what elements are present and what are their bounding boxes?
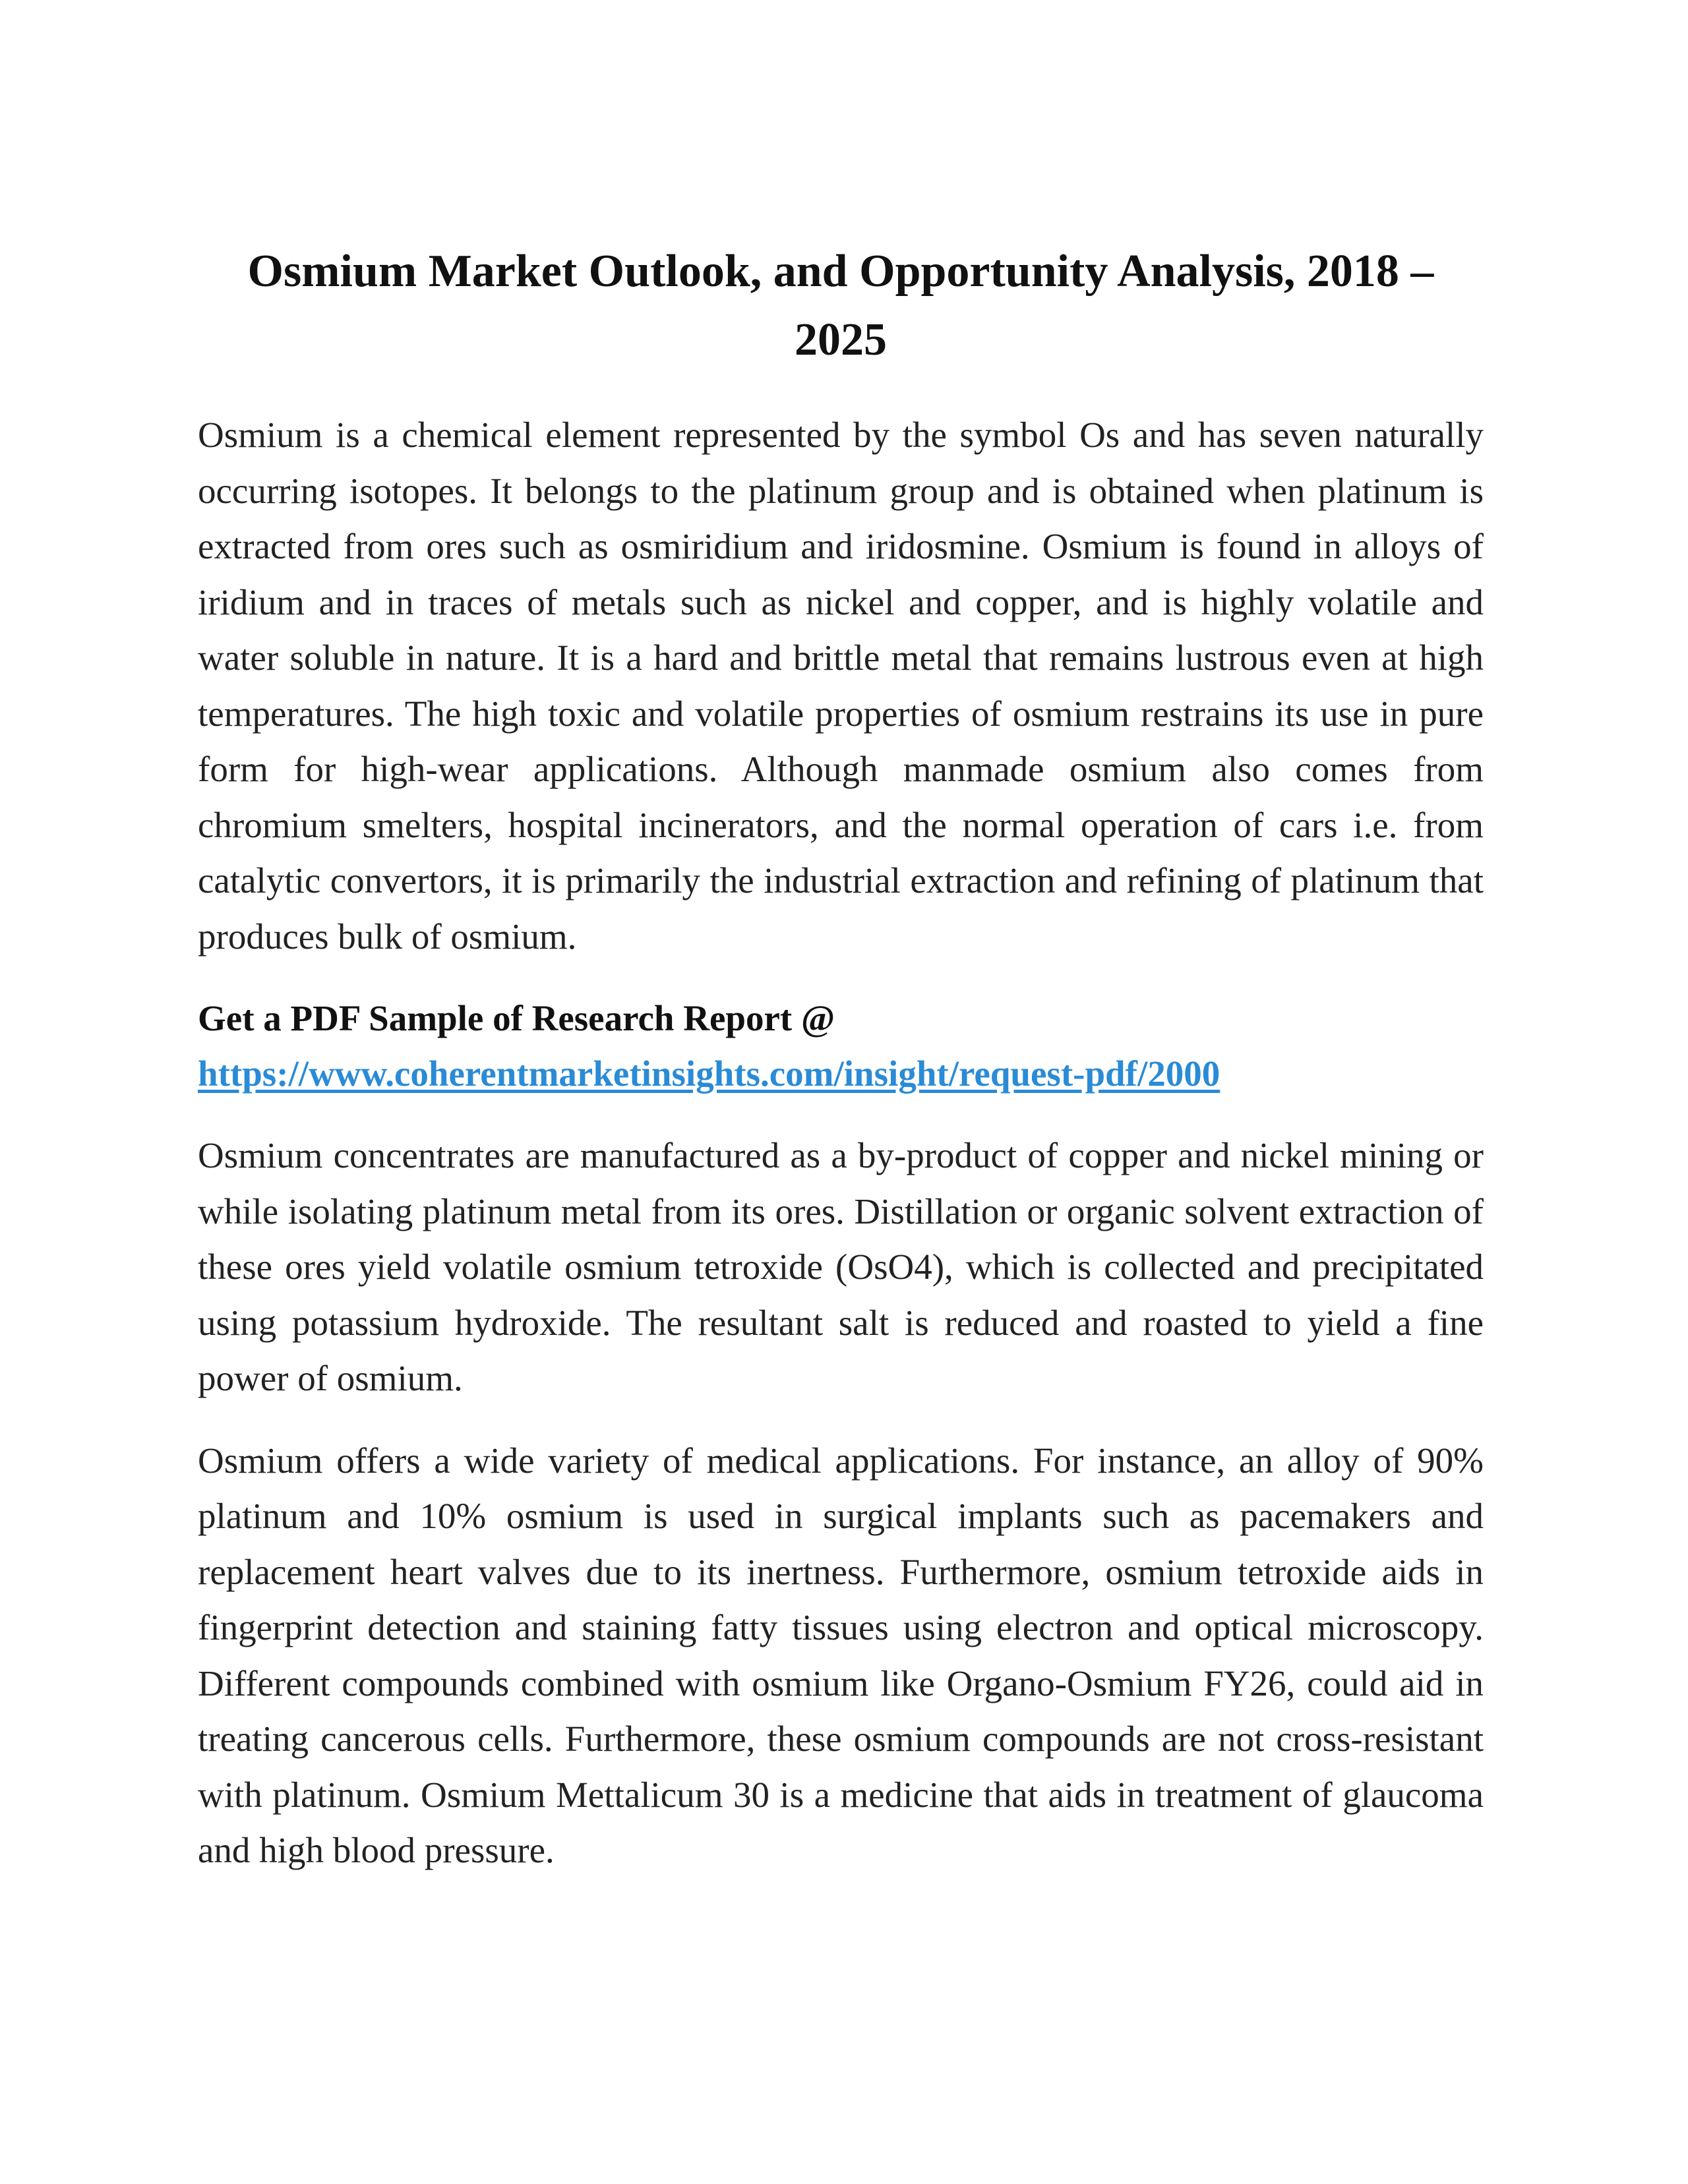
- document-page: [198, 237, 1484, 1905]
- pdf-sample-link[interactable]: https://www.coherentmarketinsights.com/insight/request-pdf/2000: [198, 1053, 1221, 1094]
- paragraph-medical-applications: Osmium offers a wide variety of medical applications. For instance, an alloy of 90% platinum and 10% osmium is used in surgical implants such as pacemakers and replacement heart valves due to its inertness. Furthermore, osmium tetroxide aids in fingerprint detection and staining fatty tissues using electron and optical microscopy. Different compounds combined with osmium like Organo-Osmium FY26, could aid in treating cancerous cells. Furthermore, these osmium compounds are not cross-resistant with platinum. Osmium Mettalicum 30 is a medicine that aids in treatment of glaucoma and high blood pressure.: [198, 1440, 1484, 1870]
- paragraph-production: Osmium concentrates are manufactured as a by-product of copper and nickel mining or while isolating platinum metal from its ores. Distillation or organic solvent extraction of these ores yield volatile osmium tetroxide (OsO4), which is collected and precipitated using potassium hydroxide. The resultant salt is reduced and roasted to yield a fine power of osmium.: [198, 1135, 1484, 1398]
- pdf-sample-label: Get a PDF Sample of Research Report @: [198, 998, 835, 1038]
- paragraph-intro: Osmium is a chemical element represented by the symbol Os and has seven naturally occurring isotopes. It belongs to the platinum group and is obtained when platinum is extracted from ores such as osmiridium and iridosmine. Osmium is found in alloys of iridium and in traces of metals such as nickel and copper, and is highly volatile and water soluble in nature. It is a hard and brittle metal that remains lustrous even at high temperatures. The high toxic and volatile properties of osmium restrains its use in pure form for high-wear applications. Although manmade osmium also comes from chromium smelters, hospital incinerators, and the normal operation of cars i.e. from catalytic convertors, it is primarily the industrial extraction and refining of platinum that produces bulk of osmium.: [198, 415, 1484, 957]
- pdf-sample-callout: [198, 991, 1484, 1102]
- document-title: Osmium Market Outlook, and Opportunity Analysis, 2018 – 2025: [247, 246, 1434, 365]
